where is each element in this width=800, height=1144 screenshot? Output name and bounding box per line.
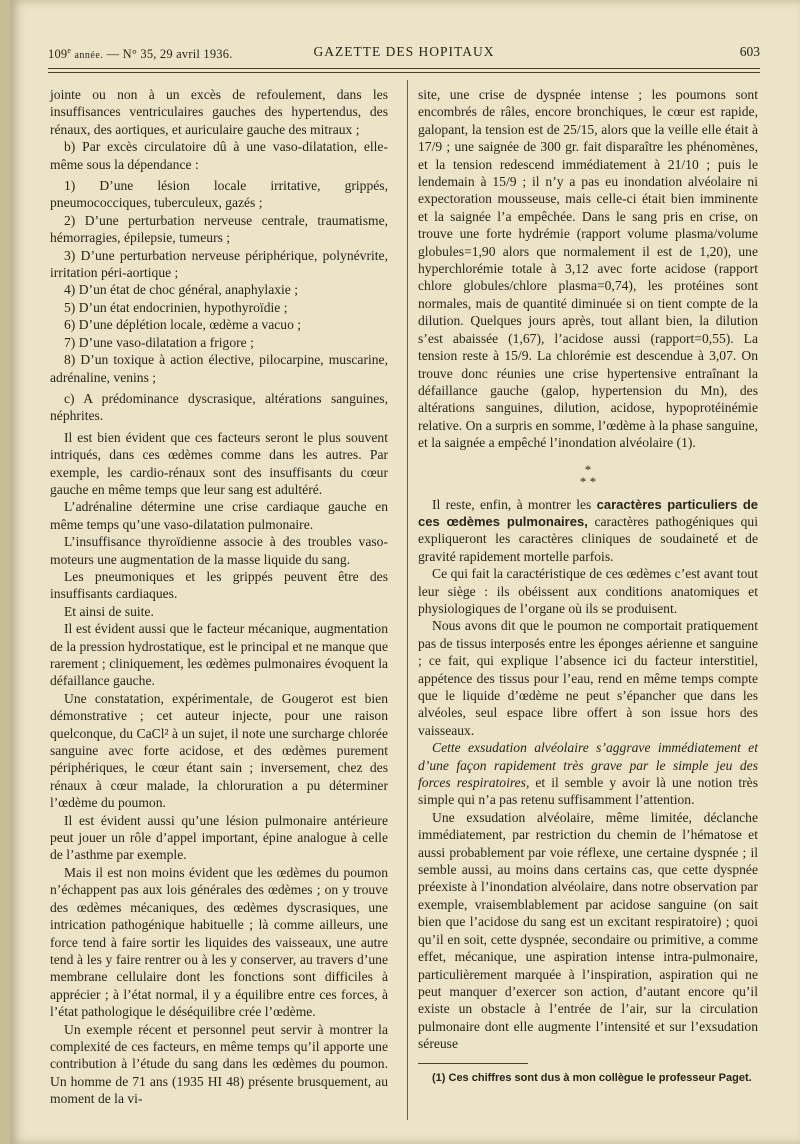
paragraph: jointe ou non à un excès de refoulement, dans les insuffisances ventriculaires gauches des hypertendus, des rénaux, des aortiques, et auriculaire gauche des mitraux ; [50,87,388,137]
paragraph: Un exemple récent et personnel peut servir à montrer la complexité de ces facteurs, en même temps qu’il apporte une contribution à l’étude du sang dans les œdèmes du poumon. Un homme de 71 ans (1935 HI 48) présente brusquement, au moment de la vi- [50,1021,388,1107]
paragraph: Et ainsi de suite. [64,603,154,619]
list-item: 4) D’un état de choc général, anaphylaxie ; [64,282,299,298]
newspaper-page [10,0,800,1144]
paragraph: Il est bien évident que ces facteurs seront le plus souvent intriqués, dans ces œdèmes comme dans les autres. Par exemple, les cardio-rénaux sont des insuffisants du cœur gauche en même temps que leur sang est adultéré. [50,429,388,497]
issue-number: 109 [48,47,68,62]
issue-date: — N° 35, 29 avril 1936. [106,47,233,62]
list-item: 1) D’une lésion locale irritative, grippés, pneumococciques, tuberculeux, gazés ; [50,178,388,211]
separator-stars: * * [579,473,597,489]
paragraph: site, une crise de dyspnée intense ; les poumons sont encombrés de râles, encore bronchiques, le cœur est rapide, galopant, la tension est de 25/15, alors que la veille elle était à 17/9 ; une saignée de 300 gr. fait disparaître les phénomènes, et la tension redescend immédiatement à 21/10 ; puis le lendemain à 15/9 ; il n’y a pas eu inondation alvéolaire ni expectoration mousseuse, mais celle-ci était bien imminente et la saignée l’a empêchée. Dans le sang pris en crise, on trouve une forte hydrémie (rapport volume plasma/volume globules=1,90 alors que normalement il est de 1,20), une hyperchlorémie totale à 3,12 avec forte acidose (rapport chlore globules/chlore plasma=0,74), les protéines sont normales, mais de quantité diminuée si on tient compte de la dilution. Quelques jours après, tout allant bien, la dilution s’est abaissée (1,67), l’acidose aussi (rapport=0,55). La tension reste à 15/9. La chlorémie est descendue à 3,07. On trouve donc réunies une crise hypertensive entraînant la défaillance gauche (galop, hypertension du Mn), des altérations sanguines, dilution, acidose, hypoprotéinémie relative. On a surpris en somme, l’œdème à la phase sanguine, et la saignée a empêché l’inondation alvéolaire (1). [418,87,758,451]
list-item: 3) D’une perturbation nerveuse périphérique, polynévrite, irritation péri-aortique ; [50,247,388,281]
paragraph: b) Par excès circulatoire dû à une vaso-dilatation, elle-même sous la dépendance : [50,139,388,172]
paragraph: L’adrénaline détermine une crise cardiaque gauche en même temps qu’une vaso-dilatation pulmonaire. [50,499,388,532]
paragraph: Il est évident aussi qu’une lésion pulmonaire antérieure peut jouer un rôle d’appel important, épine analogue à celle de l’asthme par exemple. [50,812,388,863]
paragraph: Une constatation, expérimentale, de Gougerot est bien démonstrative ; cet auteur injecte, pour une raison quelconque, du CaCl² à un sujet, il note une surcharge chlorée sanguine avec forte acidose, et des œdèmes purement périphériques, le cœur étant sain ; inversement, chez des rénaux à cœur malade, la chloruration a pu déterminer l’œdème du poumon. [50,690,388,811]
list-item: 2) D’une perturbation nerveuse centrale, traumatisme, hémorragies, épilepsie, tumeurs ; [50,212,388,246]
header-rule [48,68,760,69]
list-item: 7) D’une vaso-dilatation a frigore ; [64,334,254,350]
paragraph [418,739,758,809]
text-run: caractères pathogéniques qui expliqueront les caractères cliniques de soudaineté et de gravité rapidement mortelle parfois. [418,513,759,564]
header-rule-thin [48,72,760,73]
paragraph [418,496,758,566]
italic-emphasis: Cette exsudation alvéolaire s’aggrave immédiatement et d’une façon rapidement très grave par le simple jeu des forces respiratoires, [418,740,758,791]
paragraph: Ce qui fait la caractéristique de ces œdèmes c’est avant tout leur siège : ils obéissent aux conditions anatomiques et physiologiques de l’organe où ils se produisent. [418,566,758,616]
list-item: 5) D’un état endocrinien, hypothyroïdie ; [64,299,288,315]
emphasis-heading: caractères particuliers de ces œdèmes pulmonaires, [418,496,758,529]
paragraph: L’insuffisance thyroïdienne associe à des troubles vaso-moteurs une augmentation de la masse liquide du sang. [50,534,388,567]
footnote-rule [418,1063,528,1064]
separator-star: * [584,461,592,477]
list-item: 8) D’un toxique à action élective, pilocarpine, muscarine, adrénaline, venins ; [50,352,388,385]
paragraph: Les pneumoniques et les grippés peuvent être des insuffisants cardiaques. [50,568,388,602]
paragraph: c) A prédominance dyscrasique, altérations sanguines, néphrites. [50,390,388,424]
paragraph: Mais il est non moins évident que les œdèmes du poumon n’échappent pas aux lois générales des œdèmes ; on y trouve des œdèmes mécaniques, des œdèmes dyscrasiques, une intrication pathogénique habituelle ; là comme ailleurs, une force tend à faire sortir les liquides des vaisseaux, une autre tend à les y faire rentrer ou à les y conserver, au travers d’une membrane cellulaire dont les fonctions sont difficiles à apprécier ; à l’état normal, il y a équilibre entre ces forces, à l’état pathologique le déséquilibre crée l’œdème. [50,864,388,1020]
paragraph: Une exsudation alvéolaire, même limitée, déclanche immédiatement, par restriction du chemin de l’hématose et aussi probablement par voie réflexe, une certaine dyspnée ; il semble aussi, au moins dans certains cas, que cette dyspnée préexiste à l’inondation alvéolaire, dans notre observation par exemple, vraisemblablement par acidose sanguine (on sait bien que l’acidose du sang est un excitant respiratoire) ; quoi qu’il en soit, cette dyspnée, secondaire ou primitive, a comme effet, mécanique, une aspiration intense intra-pulmonaire, particulièrement marquée à l’inspiration, aspiration qui ne peut manquer d’exercer son action, d’autant encore qu’il existe un obstacle à l’entrée de l’air, sur la circulation pulmonaire dont elle augmente l’intensité et sur l’exsudation séreuse [418,809,758,1052]
paragraph: Nous avons dit que le poumon ne comportait pratiquement pas de tissus interposés entre les éponges aérienne et sanguine ; ce fait, qui explique l’absence ici du facteur interstitiel, appétence des tissus pour l’eau, rend en même temps compte que le liquide d’œdème ne peut s’épancher que dans les alvéoles, seul espace libre offert à son issue hors des vaisseaux. [418,618,758,738]
text-run: Il reste, enfin, à montrer les [432,496,597,512]
page-number: 603 [739,44,760,59]
journal-title: GAZETTE DES HOPITAUX [313,44,495,59]
paragraph: Il est évident aussi que le facteur mécanique, augmentation de la pression hydrostatique, est le principal et ne manque que rarement ; cliniquement, les œdèmes pulmonaires évoquent la défaillance gauche. [50,621,388,689]
left-column [50,86,388,1108]
list-item: 6) D’une déplétion locale, œdème a vacuo ; [64,317,302,333]
column-divider [407,80,408,1120]
page-header [48,44,760,64]
issue-word: année. [74,50,104,62]
issue-ordinal: e [67,46,72,55]
section-separator [418,461,758,489]
footnote: (1) Ces chiffres sont dus à mon collègue le professeur Paget. [432,1071,752,1084]
right-column [418,86,758,1087]
text-run: et il semble y avoir là une notion très simple qui n’a pas retenu suffisamment l’attention. [418,775,758,808]
